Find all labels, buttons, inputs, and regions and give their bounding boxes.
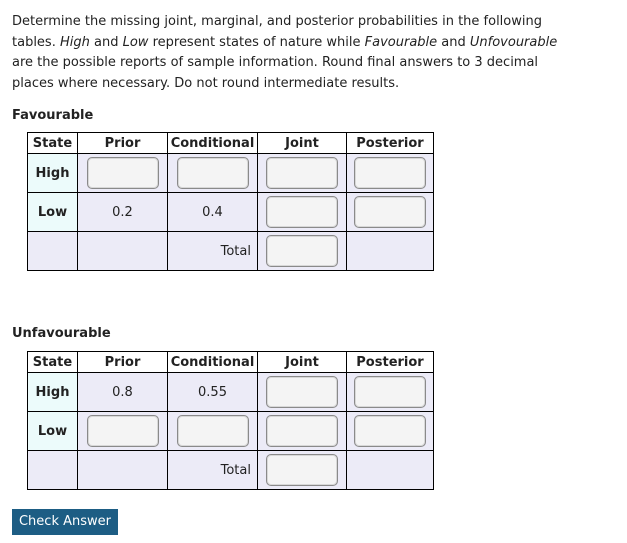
fav-high-conditional-cell <box>168 154 258 193</box>
fav-high-prior-cell <box>78 154 168 193</box>
question-text-part: represent states of nature while <box>148 34 365 50</box>
unfav-low-conditional-input[interactable] <box>177 415 249 447</box>
state-label-high: High <box>28 373 78 412</box>
header-prior: Prior <box>78 133 168 154</box>
fav-low-conditional-value: 0.4 <box>168 193 258 232</box>
fav-low-joint-cell <box>258 193 347 232</box>
fav-low-posterior-input[interactable] <box>354 196 426 228</box>
empty-cell <box>78 232 168 271</box>
table-row <box>28 373 434 412</box>
state-label-low: Low <box>28 193 78 232</box>
unfav-high-conditional-value: 0.55 <box>168 373 258 412</box>
unfav-high-joint-cell <box>258 373 347 412</box>
fav-high-joint-cell <box>258 154 347 193</box>
question-term-low: Low <box>122 34 149 50</box>
table-row <box>28 412 434 451</box>
question-term-unfavourable: Unfovourable <box>469 34 558 50</box>
table-row <box>28 154 434 193</box>
table-header-row <box>28 352 434 373</box>
unfavourable-table <box>27 351 434 490</box>
empty-cell <box>347 451 434 490</box>
question-text-part: and <box>437 34 470 50</box>
empty-cell <box>28 232 78 271</box>
unfav-total-joint-cell <box>258 451 347 490</box>
unfavourable-title: Unfavourable <box>12 326 111 341</box>
state-label-low: Low <box>28 412 78 451</box>
unfav-low-posterior-cell <box>347 412 434 451</box>
unfav-low-conditional-cell <box>168 412 258 451</box>
header-conditional: Conditional <box>168 133 258 154</box>
total-label: Total <box>168 451 258 490</box>
check-answer-button[interactable]: Check Answer <box>12 509 118 535</box>
fav-low-prior-value: 0.2 <box>78 193 168 232</box>
fav-high-posterior-input[interactable] <box>354 157 426 189</box>
state-label-high: High <box>28 154 78 193</box>
fav-low-joint-input[interactable] <box>266 196 338 228</box>
header-state: State <box>28 352 78 373</box>
fav-total-joint-input[interactable] <box>266 235 338 267</box>
fav-high-posterior-cell <box>347 154 434 193</box>
fav-high-joint-input[interactable] <box>266 157 338 189</box>
unfav-total-joint-input[interactable] <box>266 454 338 486</box>
fav-total-joint-cell <box>258 232 347 271</box>
question-term-favourable: Favourable <box>364 34 438 50</box>
table-row <box>28 193 434 232</box>
question-text-part: are the possible reports of sample information. Round final answers to 3 decimal places where necessary. Do not round intermediate results. <box>12 55 539 91</box>
total-label: Total <box>168 232 258 271</box>
empty-cell <box>78 451 168 490</box>
question-text-part: and <box>89 34 123 50</box>
question-text-part: Determine the missing joint, marginal, and posterior probabilities in the following tables. <box>12 14 542 50</box>
unfav-high-posterior-input[interactable] <box>354 376 426 408</box>
header-joint: Joint <box>258 352 347 373</box>
favourable-table <box>27 132 434 271</box>
question-term-high: High <box>59 34 90 50</box>
unfav-low-posterior-input[interactable] <box>354 415 426 447</box>
empty-cell <box>347 232 434 271</box>
fav-low-posterior-cell <box>347 193 434 232</box>
unfav-low-prior-cell <box>78 412 168 451</box>
question-text <box>12 12 572 94</box>
table-header-row <box>28 133 434 154</box>
fav-high-prior-input[interactable] <box>87 157 159 189</box>
unfav-high-joint-input[interactable] <box>266 376 338 408</box>
empty-cell <box>28 451 78 490</box>
unfav-high-prior-value: 0.8 <box>78 373 168 412</box>
unfav-high-posterior-cell <box>347 373 434 412</box>
unfav-low-joint-input[interactable] <box>266 415 338 447</box>
table-total-row <box>28 451 434 490</box>
unfav-low-prior-input[interactable] <box>87 415 159 447</box>
favourable-title: Favourable <box>12 108 94 123</box>
header-prior: Prior <box>78 352 168 373</box>
header-state: State <box>28 133 78 154</box>
table-total-row <box>28 232 434 271</box>
fav-high-conditional-input[interactable] <box>177 157 249 189</box>
header-posterior: Posterior <box>347 352 434 373</box>
header-joint: Joint <box>258 133 347 154</box>
header-conditional: Conditional <box>168 352 258 373</box>
unfav-low-joint-cell <box>258 412 347 451</box>
header-posterior: Posterior <box>347 133 434 154</box>
